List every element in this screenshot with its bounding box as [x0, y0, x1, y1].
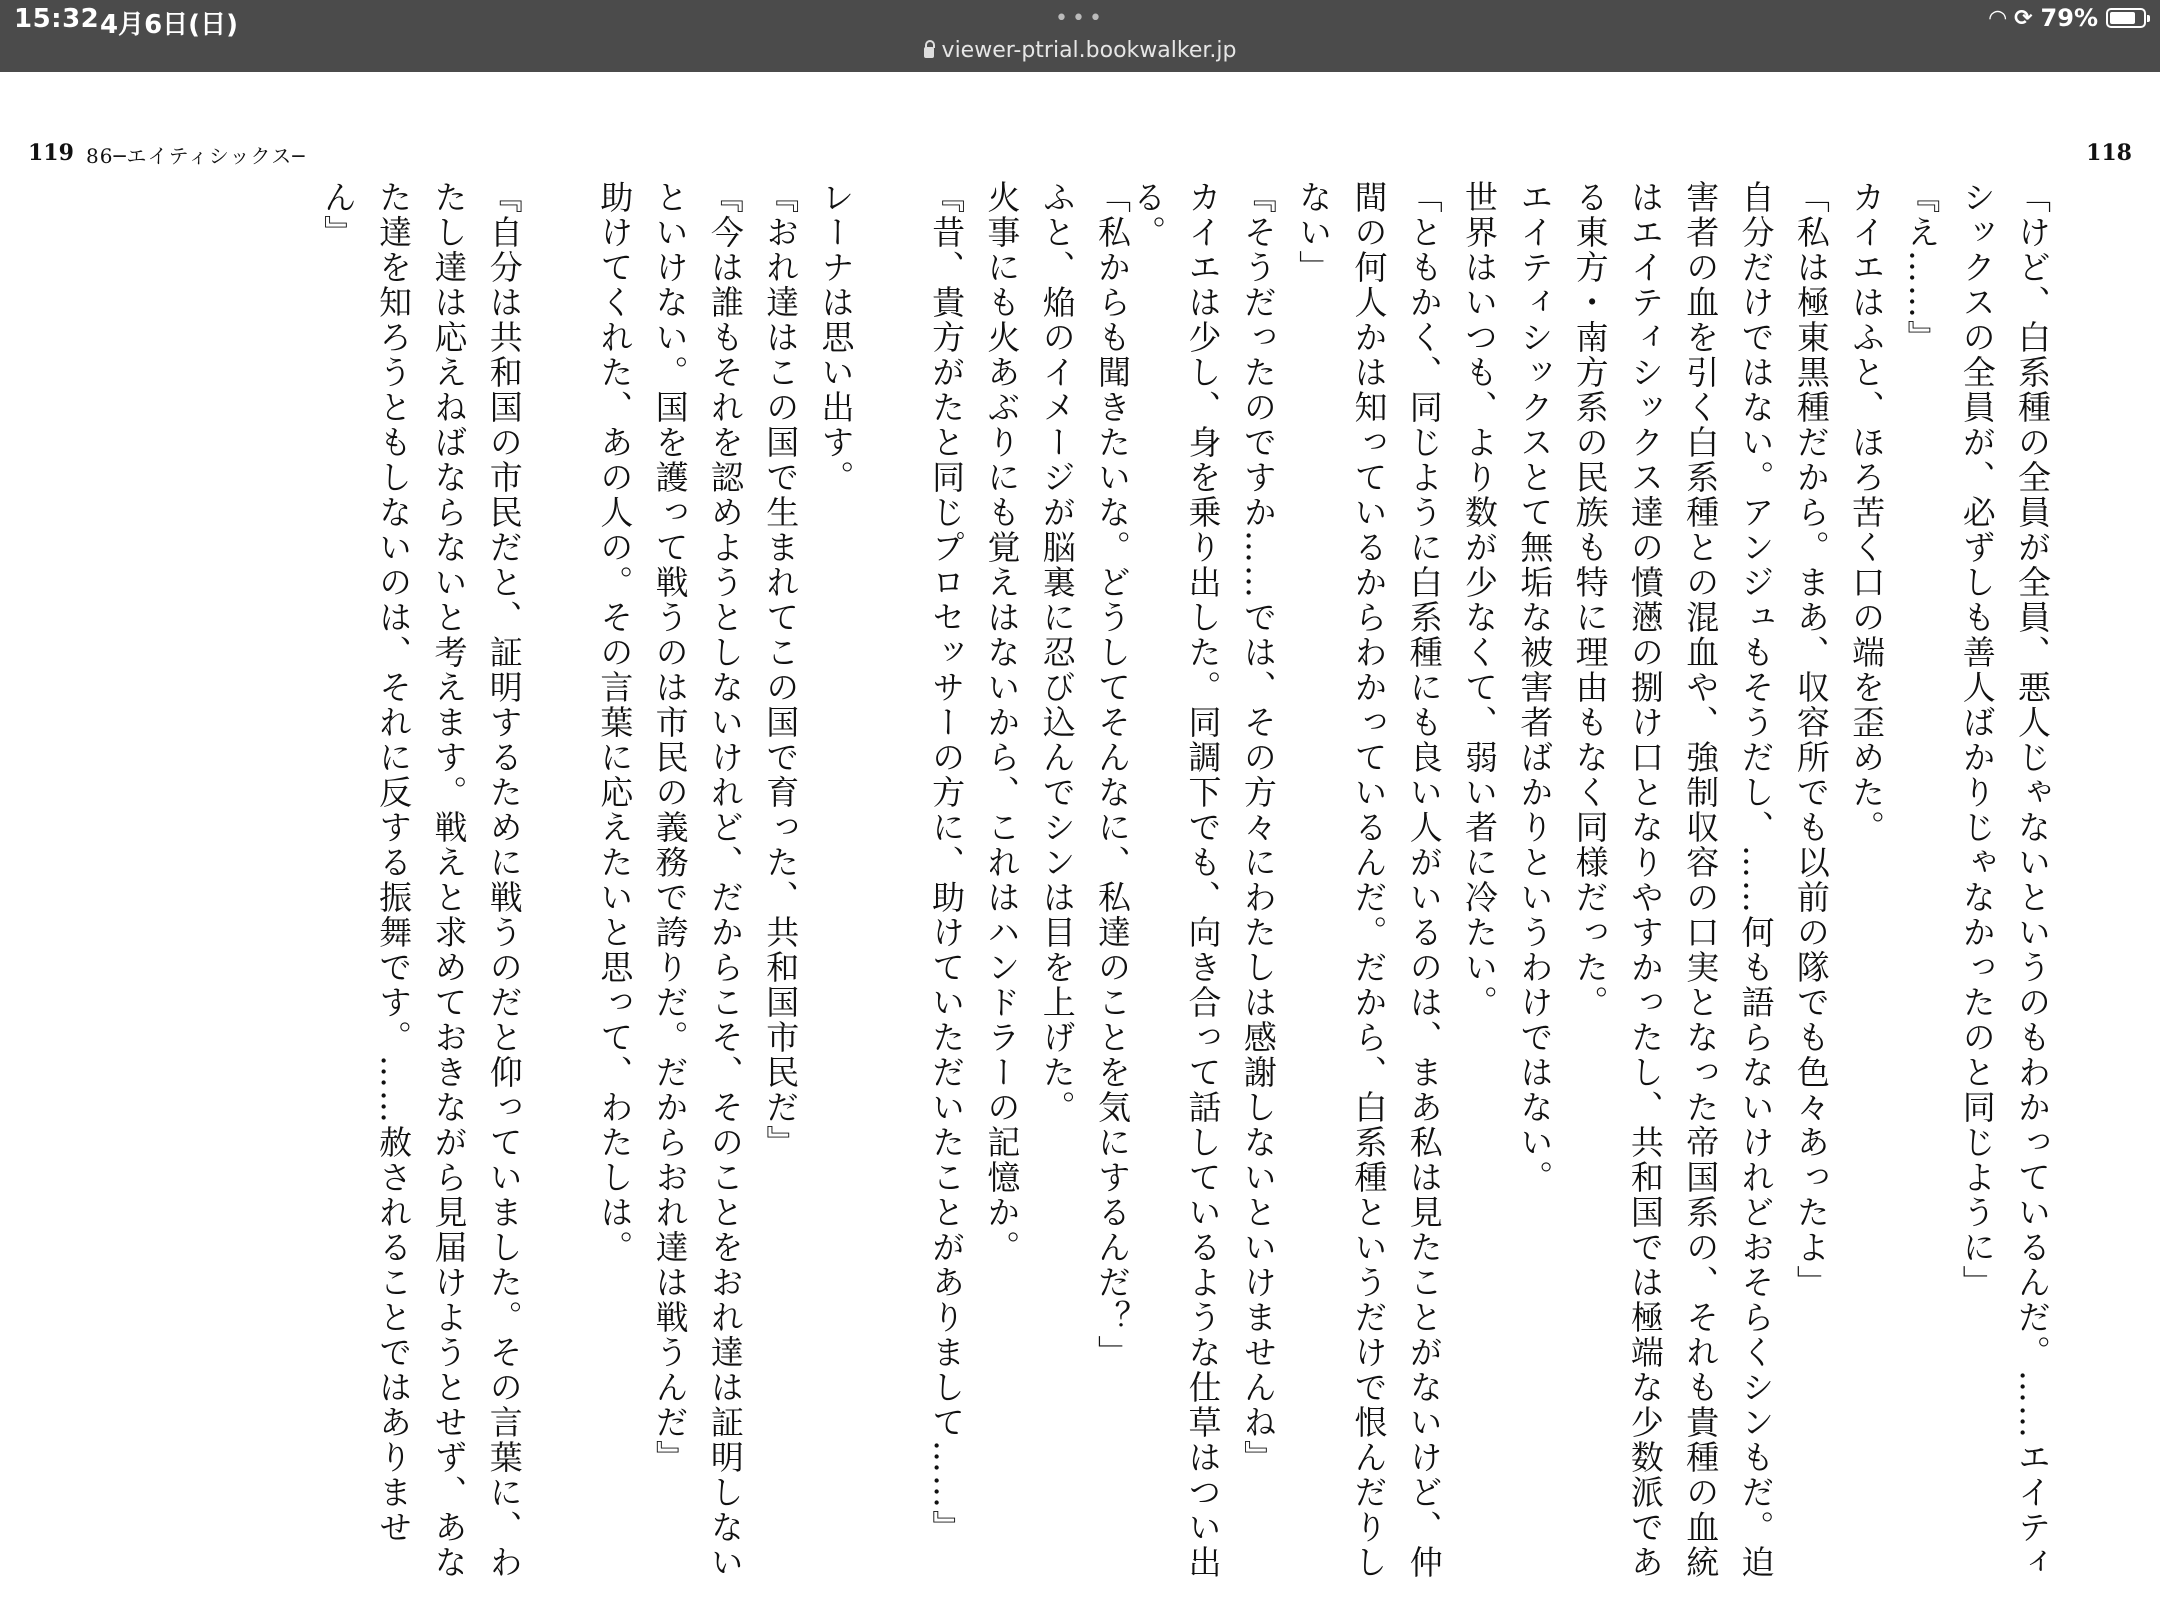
text-line: 自分だけではない。アンジュもそうだし、……何も語らないけれどおそらくシンもだ。迫害者の血を引く白系種との混血や、強制収容の口実となった帝国系の、それも貴種の血統はエイティシックス達の憤懣の捌け口となりやすかったし、共和国では極端な少数派である東方・南方系の民族も特に理由もなく同様だった。	[1570, 180, 1776, 1580]
text-line: 「私は極東黒種だから。まあ、収容所でも以前の隊でも色々あったよ」	[1791, 180, 1831, 1300]
lock-icon	[924, 47, 934, 58]
text-line: エイティシックスとて無垢な被害者ばかりというわけではない。	[1515, 180, 1555, 1195]
url-text: viewer-ptrial.bookwalker.jp	[941, 38, 1237, 63]
battery-fill	[2110, 12, 2135, 24]
text-line: 助けてくれた、あの人の。その言葉に応えたいと思って、わたしは。	[595, 180, 635, 1265]
text-line: 「ともかく、同じように白系種にも良い人がいるのは、まあ私は見たことがないけど、仲間の何人かは知っているからわかっているんだ。だから、白系種というだけで恨んだりしない」	[1294, 180, 1444, 1580]
left-page-number: 119	[28, 140, 74, 166]
text-line: 『え……』	[1902, 180, 1942, 355]
text-line: 「私からも聞きたいな。どうしてそんなに、私達のことを気にするんだ？」	[1093, 180, 1132, 1370]
text-line: 『自分は共和国の市民だと、証明するために戦うのだと仰っていました。その言葉に、わたし達は応えねばならないと考えます。戦えと求めておきながら見届けようとせず、あなた達を知ろうともしないのは、それに反する振舞です。……赦されることではありません』	[318, 180, 524, 1580]
text-line: 世界はいつも、より数が少なくて、弱い者に冷たい。	[1460, 180, 1500, 1020]
text-line: 『そうだったのですか……では、その方々にわたしは感謝しないといけませんね』	[1238, 180, 1278, 1475]
battery-icon	[2106, 8, 2146, 28]
text-line: レーナは思い出す。	[816, 180, 856, 495]
text-line: 「けど、白系種の全員が全員、悪人じゃないというのもわかっているんだ。……エイティシックスの全員が、必ずしも善人ばかりじゃなかったのと同じように」	[1957, 180, 2052, 1580]
running-title: 86─エイティシックス─	[86, 144, 306, 168]
text-line: ふと、焔のイメージが脳裏に忍び込んでシンは目を上げた。	[1037, 180, 1077, 1125]
text-line: 『おれ達はこの国で生まれてこの国で育った、共和国市民だ』	[761, 180, 801, 1160]
right-page-text[interactable]	[1128, 180, 2060, 1580]
text-line: カイエは少し、身を乗り出した。同調下でも、向き合って話しているような仕草はつい出る。	[1128, 180, 1223, 1580]
browser-menu-dots[interactable]: •••	[1055, 6, 1106, 31]
blank-line	[532, 180, 587, 1580]
address-bar[interactable]	[0, 38, 2160, 63]
status-time: 15:32	[14, 4, 100, 34]
left-page-text[interactable]	[80, 180, 1140, 1580]
status-indicators	[1989, 4, 2146, 32]
text-line: 『今は誰もそれを認めようとしないけれど、だからこそ、そのことをおれ達は証明しないといけない。国を護って戦うのは市民の義務で誇りだ。だからおれ達は戦うんだ』	[650, 180, 745, 1580]
status-date: 4月6日(日)	[100, 10, 238, 40]
wifi-icon: ◠	[1989, 5, 2007, 31]
blank-line	[864, 180, 919, 1580]
battery-percent: 79%	[2040, 4, 2098, 32]
browser-status-bar	[0, 0, 2160, 72]
rotation-lock-icon: ⟳	[2014, 5, 2033, 31]
text-line: 『昔、貴方がたと同じプロセッサーの方に、助けていただいたことがありまして……』	[927, 180, 967, 1545]
right-page-number: 118	[2086, 140, 2132, 166]
text-line: カイエはふと、ほろ苦く口の端を歪めた。	[1847, 180, 1887, 845]
text-line: 火事にも火あぶりにも覚えはないから、これはハンドラーの記憶か。	[982, 180, 1022, 1265]
